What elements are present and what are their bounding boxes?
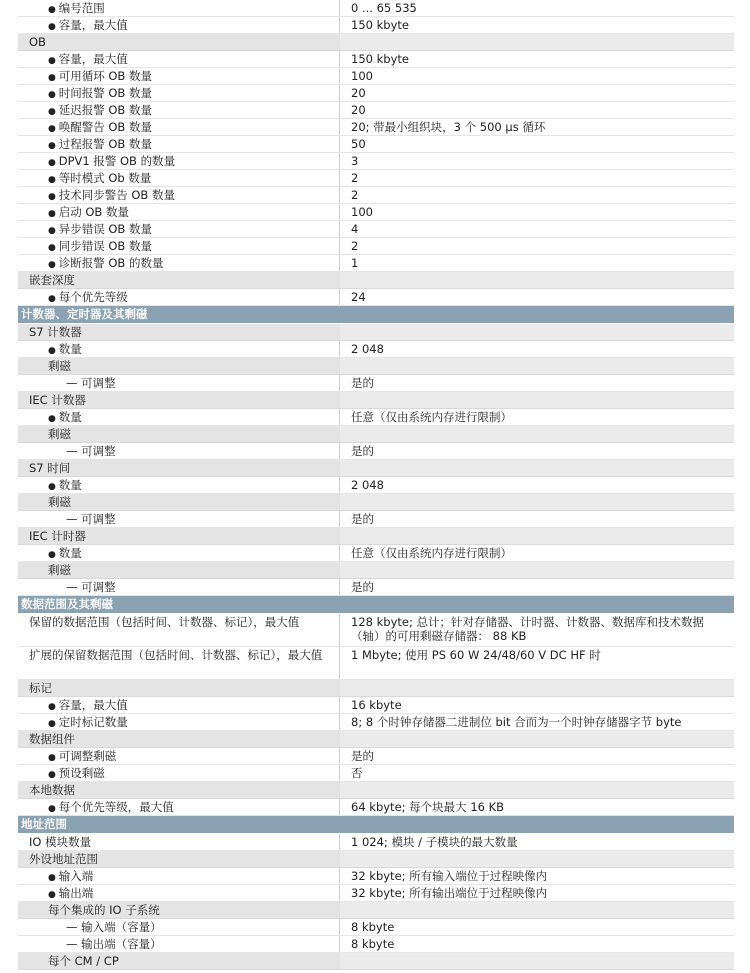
spec-label: 保留的数据范围（包括时间、计数器、标记），最大值 [18,614,340,646]
spec-value: 20 [351,86,366,100]
spec-label [18,919,340,935]
spec-row [18,545,734,562]
spec-label [18,765,340,781]
group-label: IEC 计时器 [29,529,86,543]
spec-label-text: ● 数量 [18,409,339,425]
group-value-cell [340,358,734,374]
group-label: IEC 计数器 [29,393,86,407]
spec-value: 任意（仅由系统内存进行限制） [351,546,512,560]
group-label: 每个 CM / CP [48,954,119,968]
spec-label [18,697,340,713]
spec-row [18,0,734,17]
spec-row [18,885,734,902]
group-label: OB [29,35,46,49]
spec-row [18,170,734,187]
spec-label [18,289,340,305]
spec-label-text: IO 模块数量 [29,835,92,849]
section-header: 数据范围及其剩磁 [18,596,734,614]
spec-label-text: ● 数量 [18,545,339,561]
group-label: S7 时间 [29,461,71,475]
spec-row [18,697,734,714]
spec-row [18,614,734,647]
spec-label-text: ● 预设剩磁 [18,765,339,781]
spec-label [18,885,340,901]
spec-label-text: ● 容量，最大值 [18,697,339,713]
spec-label [18,255,340,271]
spec-row [18,136,734,153]
group-header [18,782,734,799]
spec-label-text: — 可调整 [18,375,339,391]
spec-label [18,511,340,527]
group-header [18,953,734,970]
spec-label [18,375,340,391]
group-label: 剩磁 [48,427,71,441]
spec-label-text: ● 容量，最大值 [18,17,339,33]
spec-row [18,714,734,731]
spec-label [18,204,340,220]
spec-row [18,919,734,936]
spec-label [18,868,340,884]
spec-value: 20; 带最小组织块，3 个 500 μs 循环 [351,120,546,134]
spec-label-text: ● 异步错误 OB 数量 [18,221,339,237]
spec-label [18,221,340,237]
group-label: 标记 [29,681,52,695]
spec-label-text: — 输入端（容量） [18,919,339,935]
spec-label-text: ● DPV1 报警 OB 的数量 [18,153,339,169]
spec-value: 64 kbyte; 每个块最大 16 KB [351,800,505,814]
spec-label [18,238,340,254]
spec-label-text: ● 等时模式 Ob 数量 [18,170,339,186]
group-label: 数据组件 [29,732,75,746]
group-header [18,392,734,409]
group-value-cell [340,272,734,288]
section-header: 计数器、定时器及其剩磁 [18,306,734,324]
spec-label [18,102,340,118]
spec-label-text: — 可调整 [18,511,339,527]
group-header [18,426,734,443]
group-value-cell [340,528,734,544]
spec-label [18,714,340,730]
spec-value: 是的 [351,376,374,390]
group-label: 外设地址范围 [29,852,98,866]
group-header [18,902,734,919]
spec-label-text: ● 输入端 [18,868,339,884]
spec-label-text: ● 容量，最大值 [18,51,339,67]
spec-label [18,17,340,33]
spec-row [18,102,734,119]
spec-value: 100 [351,69,373,83]
spec-label [18,119,340,135]
spec-label-text: ● 可用循环 OB 数量 [18,68,339,84]
spec-row [18,375,734,392]
group-value-cell [340,426,734,442]
spec-label-text: ● 编号范围 [18,0,339,16]
spec-row [18,579,734,596]
spec-label [18,170,340,186]
spec-label [18,834,340,850]
group-label: S7 计数器 [29,325,82,339]
spec-value: 4 [351,222,359,236]
spec-row [18,341,734,358]
spec-row [18,51,734,68]
spec-label [18,409,340,425]
spec-row [18,68,734,85]
spec-value: 8 kbyte [351,920,395,934]
spec-label [18,187,340,203]
spec-row [18,187,734,204]
spec-value: 是的 [351,580,374,594]
spec-row [18,204,734,221]
group-value-cell [340,460,734,476]
group-header [18,528,734,545]
spec-value: 1 [351,256,359,270]
spec-row [18,85,734,102]
group-label: 剩磁 [48,359,71,373]
spec-row [18,748,734,765]
spec-label: 扩展的保留数据范围（包括时间、计数器、标记），最大值 [18,647,340,679]
group-label: 每个集成的 IO 子系统 [48,903,160,917]
spec-label-text: — 可调整 [18,579,339,595]
spec-row [18,511,734,528]
group-value-cell [340,782,734,798]
spec-label-text: ● 唤醒警告 OB 数量 [18,119,339,135]
group-header [18,358,734,375]
group-header [18,562,734,579]
spec-value: 150 kbyte [351,52,409,66]
spec-label [18,799,340,815]
spec-label [18,748,340,764]
group-label: 嵌套深度 [29,273,75,287]
spec-value: 任意（仅由系统内存进行限制） [351,410,512,424]
spec-label-text: ● 每个优先等级，最大值 [18,799,339,815]
spec-value: 0 ... 65 535 [351,1,417,15]
spec-row [18,289,734,306]
spec-row [18,765,734,782]
group-value-cell [340,902,734,918]
spec-label-text: ● 数量 [18,341,339,357]
group-header [18,460,734,477]
spec-label [18,51,340,67]
spec-label-text: — 可调整 [18,443,339,459]
group-header [18,324,734,341]
section-header: 地址范围 [18,816,734,834]
spec-label [18,85,340,101]
spec-value: 是的 [351,512,374,526]
spec-value: 8 kbyte [351,937,395,951]
spec-value: 否 [351,766,363,780]
spec-label-text: ● 输出端 [18,885,339,901]
spec-label-text: ● 启动 OB 数量 [18,204,339,220]
spec-value: 1 024; 模块 / 子模块的最大数量 [351,835,518,849]
group-value-cell [340,731,734,747]
spec-label [18,477,340,493]
spec-label [18,936,340,952]
spec-value: 2 [351,171,359,185]
group-header [18,731,734,748]
group-value-cell [340,392,734,408]
spec-label-text: ● 同步错误 OB 数量 [18,238,339,254]
spec-label-text: ● 每个优先等级 [18,289,339,305]
spec-value: 2 048 [351,478,384,492]
group-value-cell [340,851,734,867]
spec-label-text: ● 诊断报警 OB 的数量 [18,255,339,271]
spec-label-text: — 输出端（容量） [18,936,339,952]
spec-row [18,477,734,494]
spec-value: 2 [351,239,359,253]
group-value-cell [340,324,734,340]
spec-label [18,153,340,169]
group-label: 剩磁 [48,563,71,577]
spec-row [18,119,734,136]
spec-label [18,545,340,561]
group-value-cell [340,953,734,969]
spec-row [18,153,734,170]
spec-label-text: ● 延迟报警 OB 数量 [18,102,339,118]
spec-value: 150 kbyte [351,18,409,32]
spec-row [18,221,734,238]
group-label: 本地数据 [29,783,75,797]
spec-value: 100 [351,205,373,219]
spec-row [18,936,734,953]
spec-label-text: ● 可调整剩磁 [18,748,339,764]
spec-label [18,68,340,84]
spec-row [18,799,734,816]
spec-value: 50 [351,137,366,151]
spec-value: 16 kbyte [351,698,402,712]
spec-row [18,255,734,272]
spec-table [18,0,734,970]
group-header [18,680,734,697]
spec-row [18,834,734,851]
spec-label-text: ● 定时标记数量 [18,714,339,730]
spec-value: 2 [351,188,359,202]
spec-row [18,17,734,34]
spec-label-text: ● 时间报警 OB 数量 [18,85,339,101]
spec-value: 32 kbyte; 所有输入端位于过程映像内 [351,869,548,883]
spec-value: 8; 8 个时钟存储器二进制位 bit 合而为一个时钟存储器字节 byte [351,715,682,729]
spec-label [18,341,340,357]
group-value-cell [340,34,734,50]
spec-value: 是的 [351,444,374,458]
spec-value: 128 kbyte; 总计；针对存储器、计时器、计数器、数据库和技术数据（轴）的可用剩磁存储器： 88 KB [351,615,704,643]
spec-value: 2 048 [351,342,384,356]
group-header [18,272,734,289]
group-header [18,494,734,511]
spec-value: 是的 [351,749,374,763]
spec-label [18,443,340,459]
spec-label [18,0,340,16]
group-header [18,851,734,868]
spec-label [18,136,340,152]
spec-row [18,868,734,885]
spec-row [18,409,734,426]
spec-row [18,443,734,460]
spec-row [18,647,734,680]
spec-label [18,579,340,595]
group-value-cell [340,680,734,696]
spec-value: 20 [351,103,366,117]
spec-value: 1 Mbyte; 使用 PS 60 W 24/48/60 V DC HF 时 [351,648,601,662]
group-header [18,34,734,51]
group-label: 剩磁 [48,495,71,509]
spec-label-text: ● 过程报警 OB 数量 [18,136,339,152]
spec-row [18,238,734,255]
spec-value: 24 [351,290,366,304]
spec-value: 3 [351,154,359,168]
group-value-cell [340,562,734,578]
group-value-cell [340,494,734,510]
spec-label-text: ● 数量 [18,477,339,493]
spec-label-text: ● 技术同步警告 OB 数量 [18,187,339,203]
spec-value: 32 kbyte; 所有输出端位于过程映像内 [351,886,548,900]
